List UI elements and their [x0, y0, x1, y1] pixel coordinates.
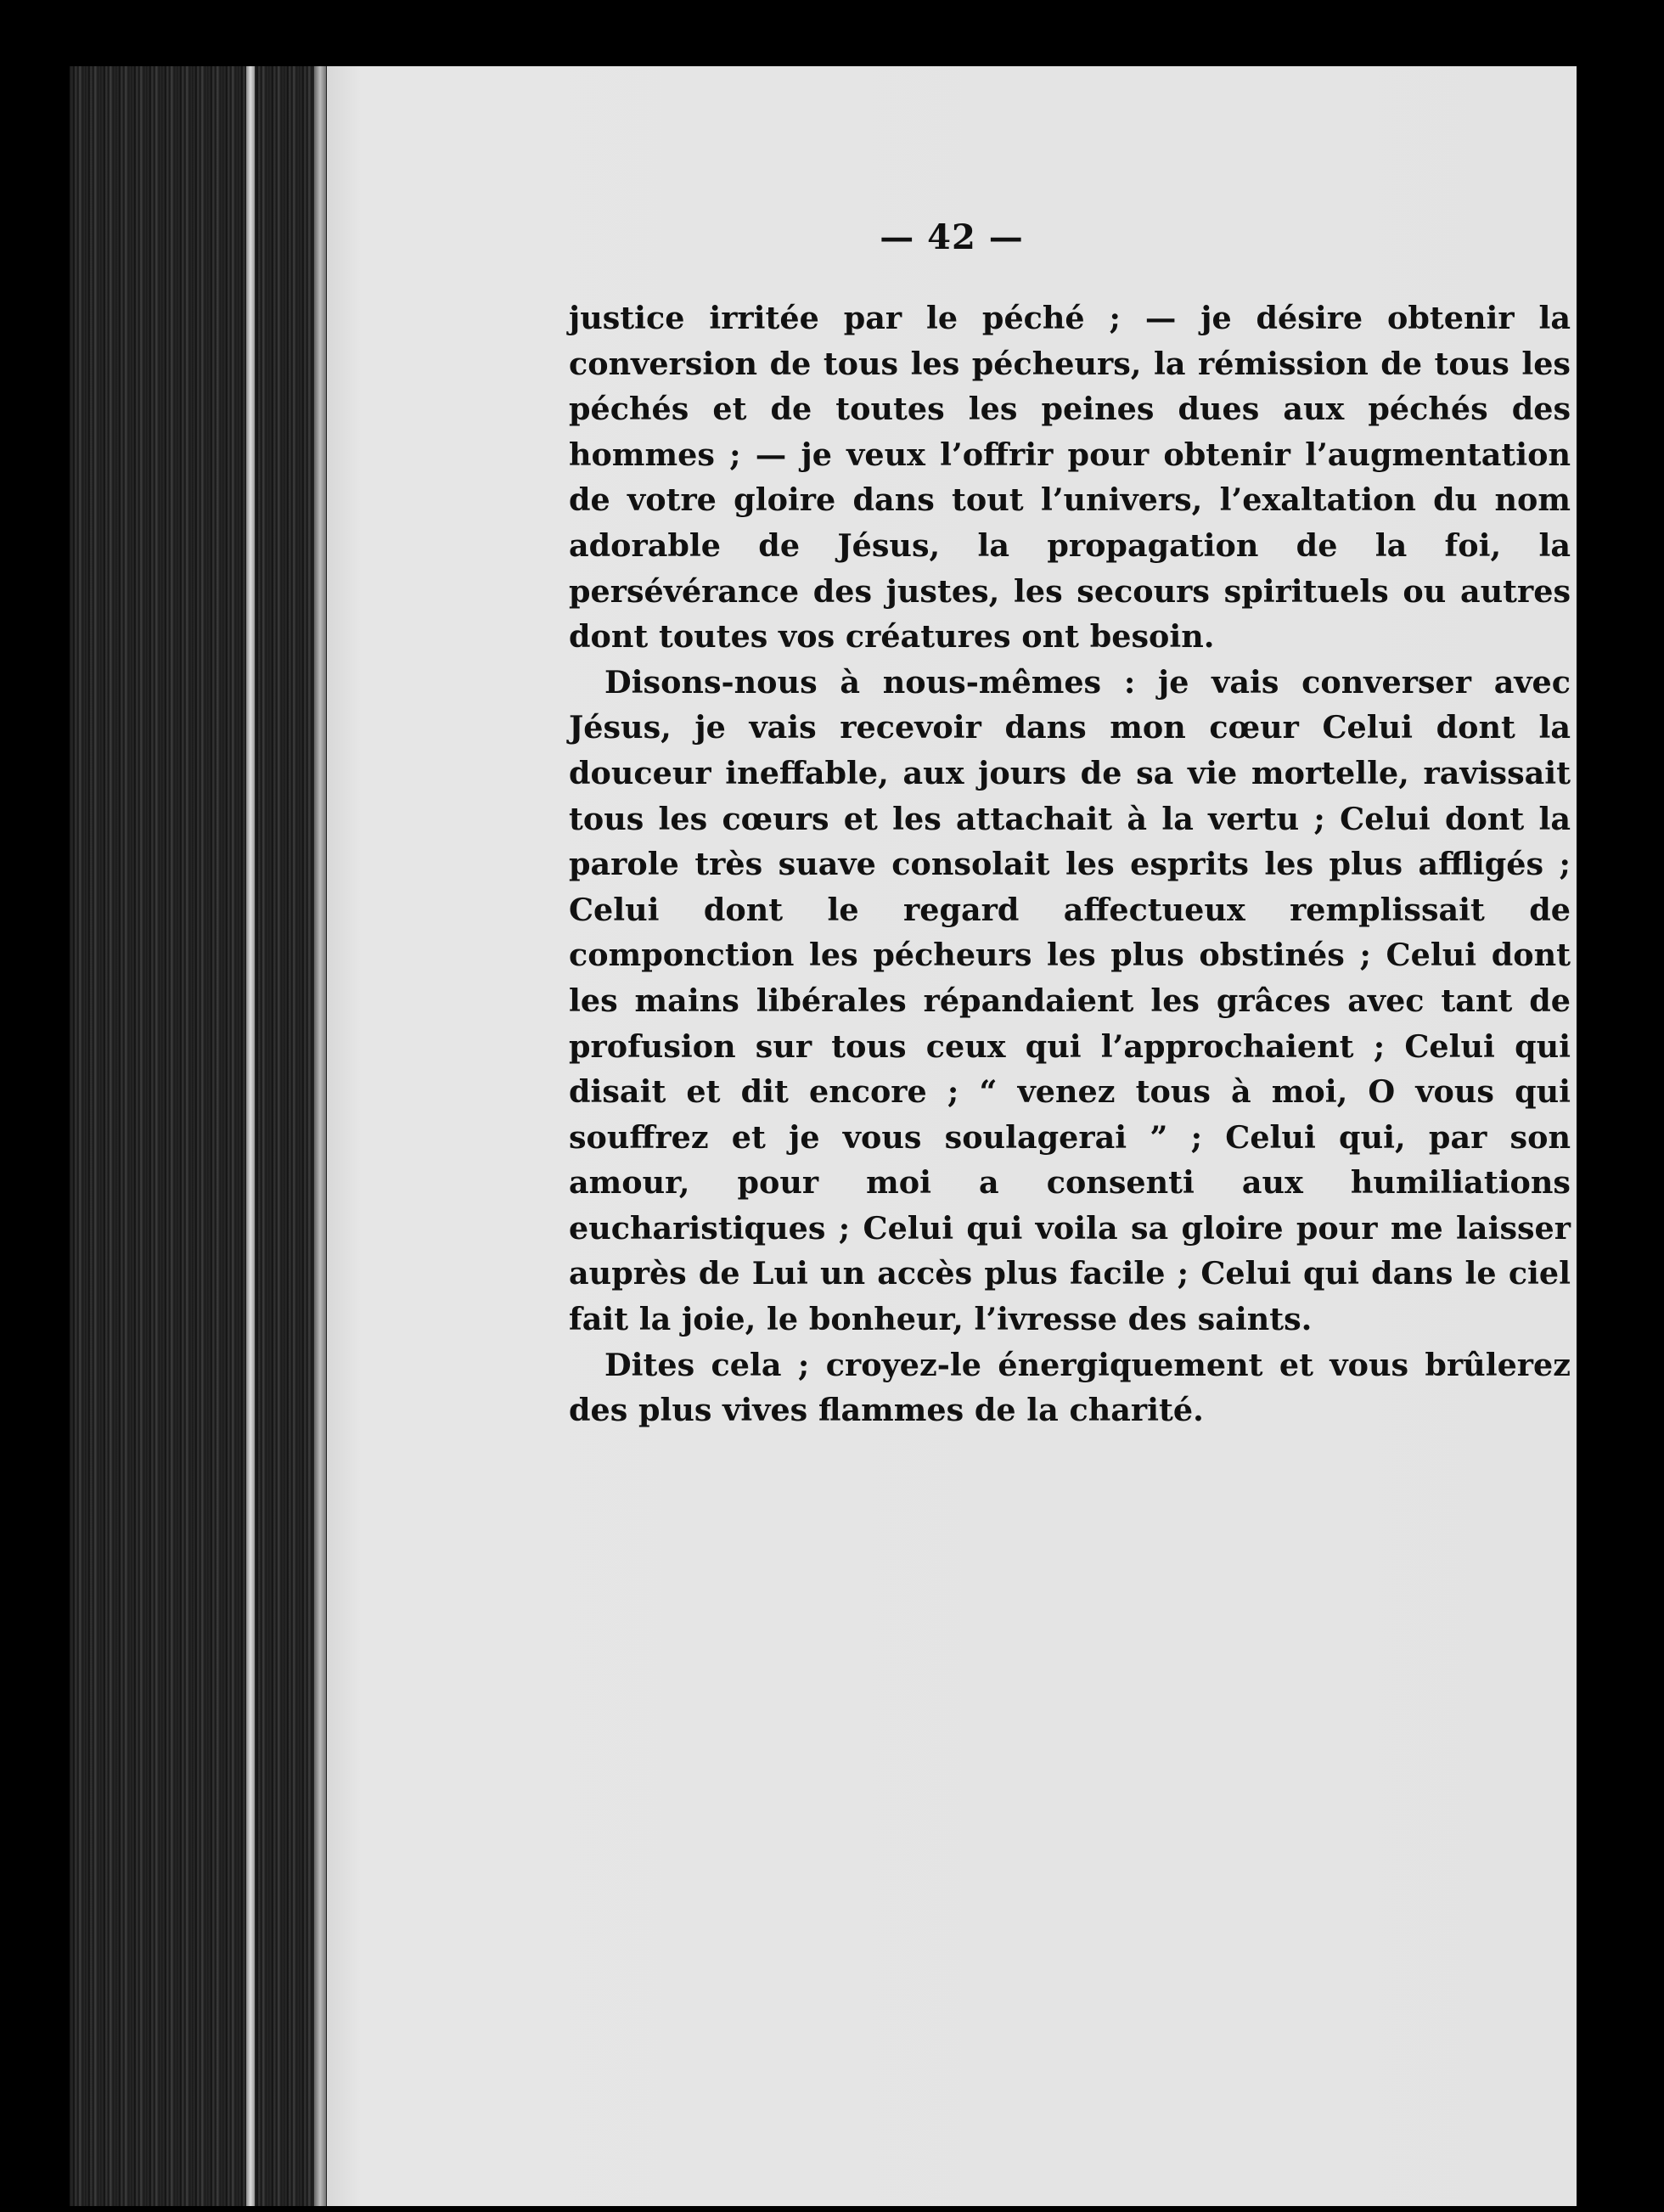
book-page: [327, 66, 1577, 2206]
paragraph-2: Disons-nous à nous-mêmes : je vais converser avec Jésus, je vais recevoir dans mon cœur Celui dont la douceur ineffable, aux jours de sa vie mortelle, ravissait tous les cœurs et les attachait à la vertu ; Celui dont la parole très suave consolait les esprits les plus affligés ; Celui dont le regard affectueux remplissait de componction les pécheurs les plus obstinés ; Celui dont les mains libérales répandaient les grâces avec tant de profusion sur tous ceux qui l’approchaient ; Celui qui disait et dit encore ; “ venez tous à moi, O vous qui souffrez et je vous soulagerai ” ; Celui qui, par son amour, pour moi a consenti aux humiliations eucharistiques ; Celui qui voila sa gloire pour me laisser auprès de Lui un accès plus facile ; Celui qui dans le ciel fait la joie, le bonheur, l’ivresse des saints.: [569, 663, 1571, 1338]
body-text: [569, 295, 1571, 1433]
paragraph-3: Dites cela ; croyez-le énergiquement et vous brûlerez des plus vives flammes de la charité.: [569, 1346, 1571, 1429]
book-edge-highlight: [246, 66, 255, 2206]
book-edge-strip: [70, 66, 329, 2206]
page-number: — 42 —: [880, 217, 1024, 257]
book-edge-highlight-inner: [314, 66, 326, 2206]
paragraph-1: justice irritée par le péché ; — je désire obtenir la conversion de tous les pécheurs, la rémission de tous les péchés et de toutes les peines dues aux péchés des hommes ; — je veux l’offrir pour obtenir l’augmentation de votre gloire dans tout l’univers, l’exaltation du nom adorable de Jésus, la propagation de la foi, la persévérance des justes, les secours spirituels ou autres dont toutes vos créatures ont besoin.: [569, 300, 1571, 656]
